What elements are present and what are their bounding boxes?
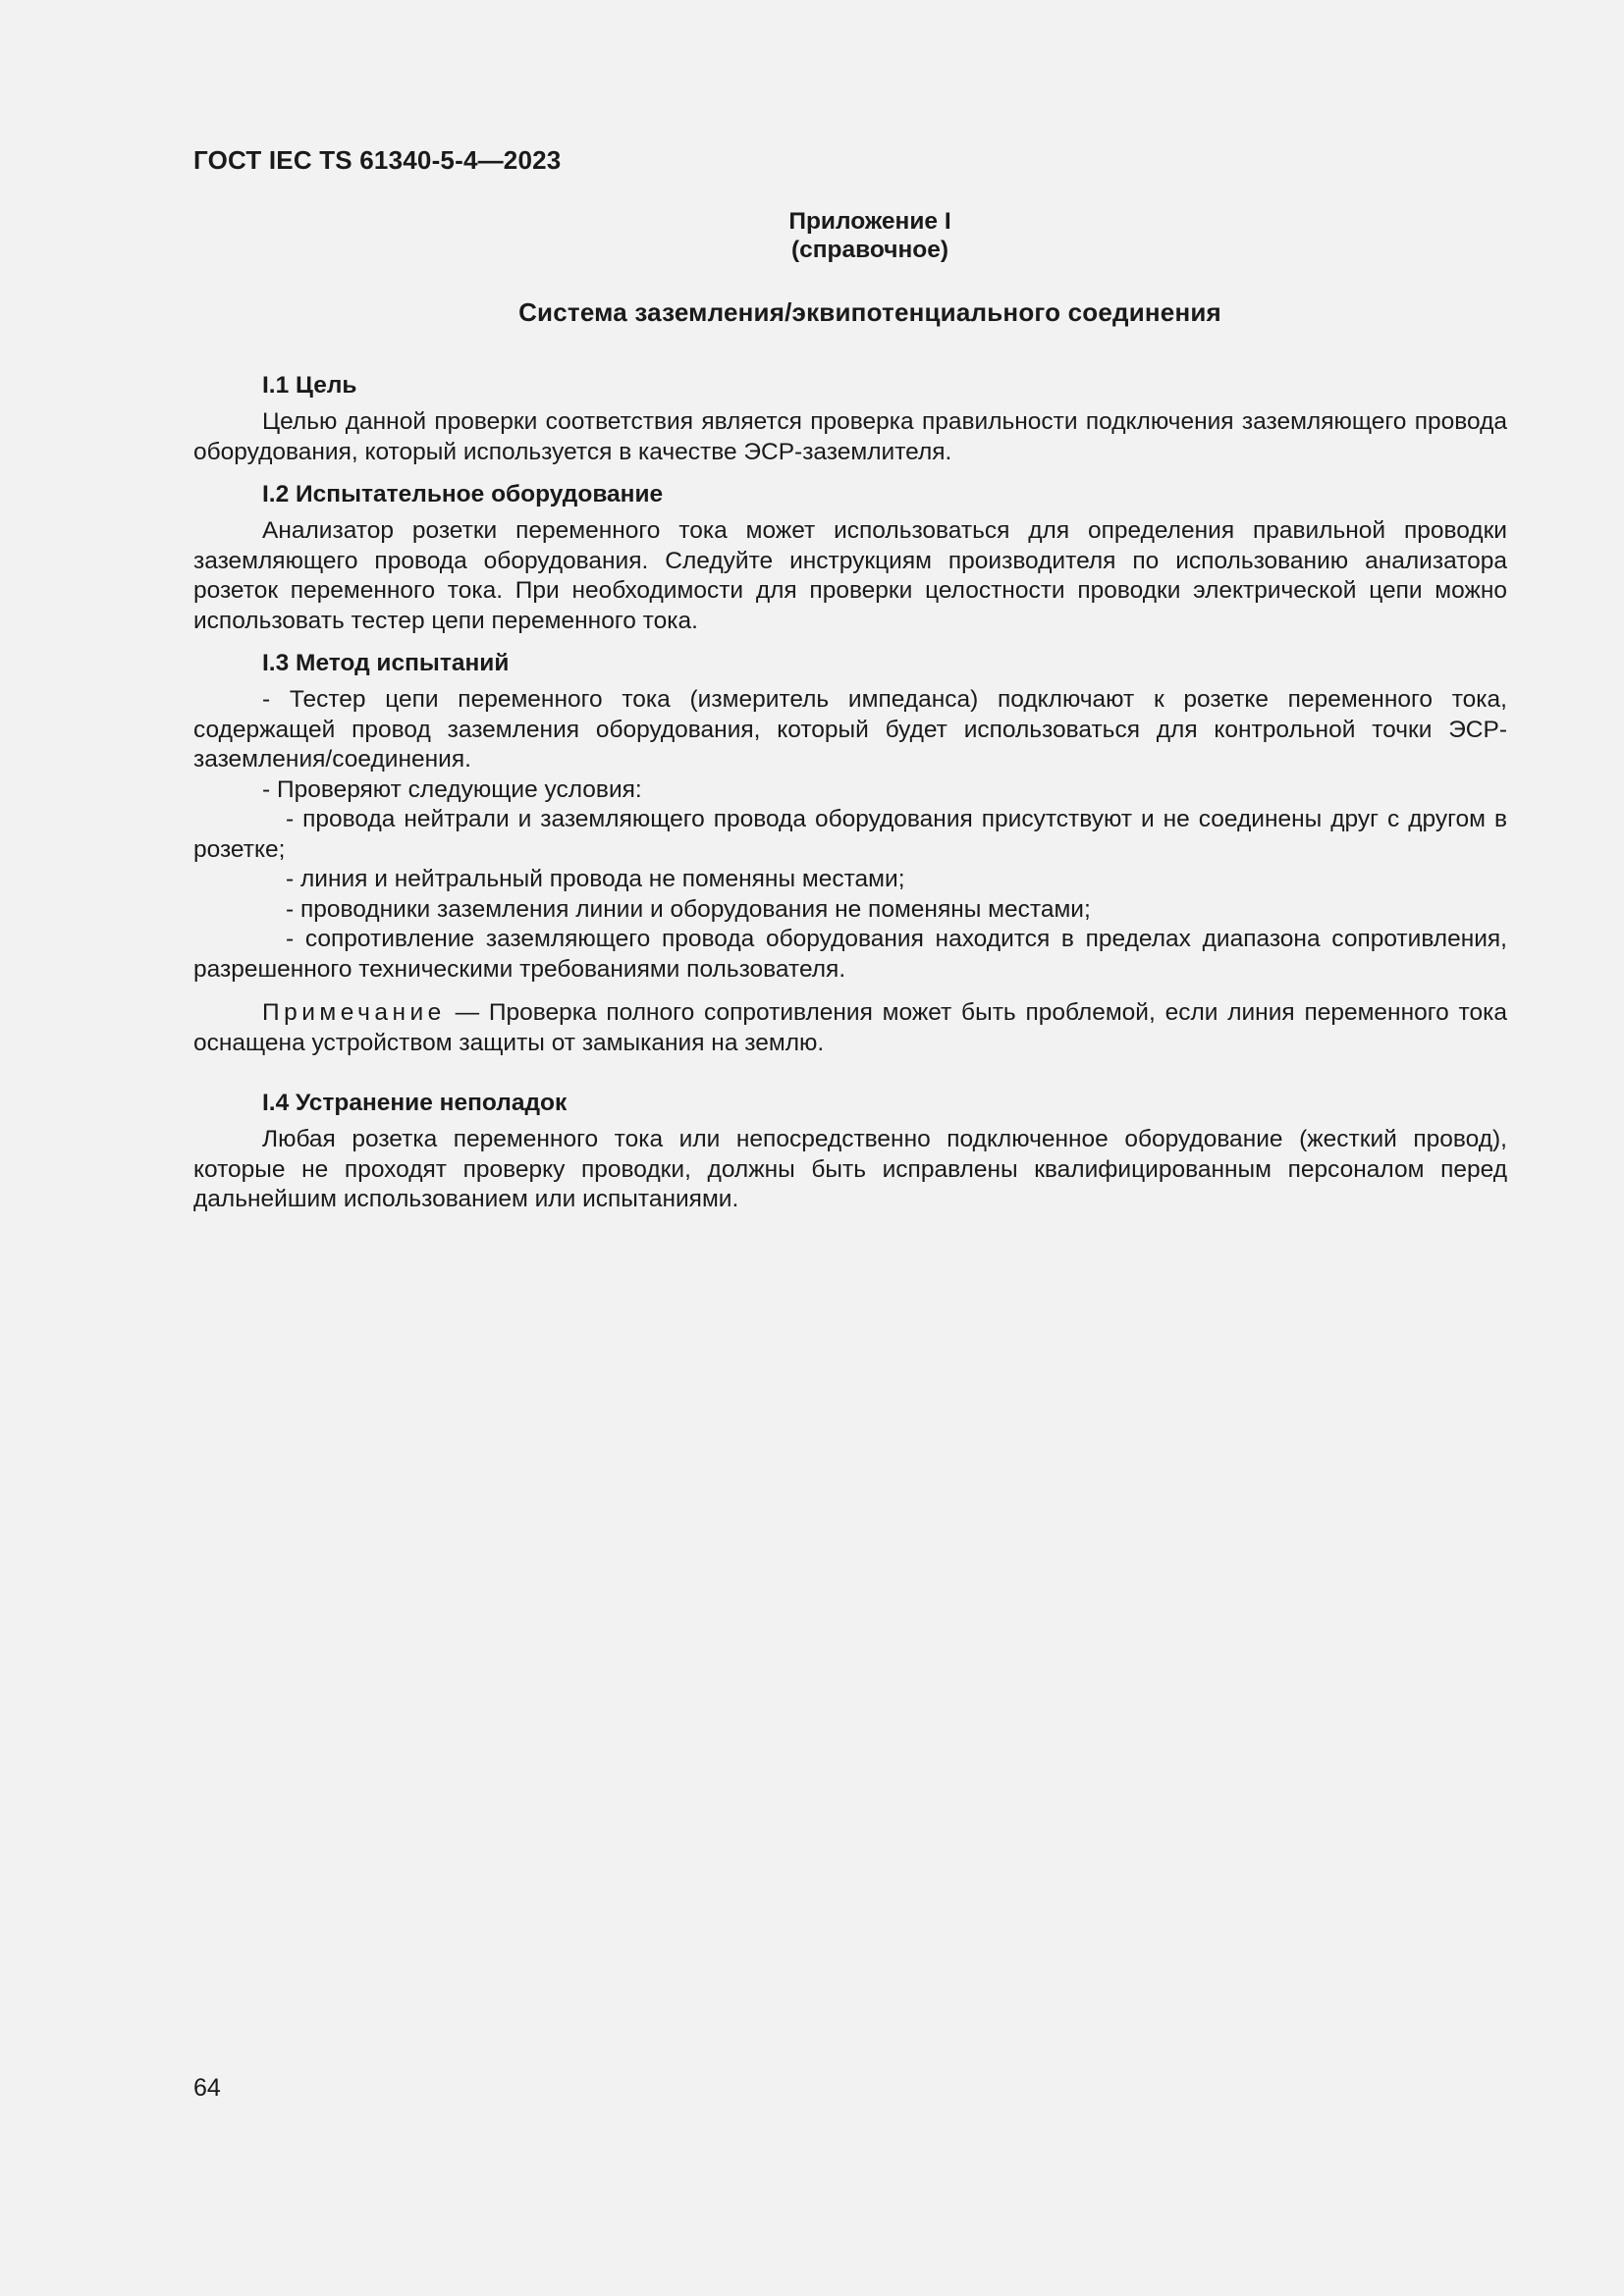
section-heading-purpose: I.1 Цель [262, 372, 357, 399]
section-text-test-equipment: Анализатор розетки переменного тока может использоваться для определения правильной проводки заземляющего провода оборудования. Следуйте инструкциям производителя по использованию анализатора розеток переменного тока. При необходимости для проверки целостности проводки электрической цепи можно использовать тестер цепи переменного тока. [193, 517, 1507, 634]
note-label: Примечание [262, 999, 446, 1026]
section-heading-test-equipment: I.2 Испытательное оборудование [262, 481, 664, 507]
section-heading-troubleshooting: I.4 Устранение неполадок [262, 1090, 568, 1116]
condition-item-line-neutral: - линия и нейтральный провода не поменяны местами; [286, 866, 905, 892]
note-text: — Проверка полного сопротивления может быть проблемой, если линия переменного тока оснащена устройством защиты от замыкания на землю. [193, 999, 1507, 1056]
page-number: 64 [193, 2074, 221, 2102]
condition-item-ground-conductors: - проводники заземления линии и оборудования не поменяны местами; [286, 895, 1091, 923]
appendix-label: Приложение I [788, 208, 951, 235]
appendix-title: Система заземления/эквипотенциального соединения [518, 297, 1221, 327]
section-heading-test-method: I.3 Метод испытаний [262, 650, 510, 676]
appendix-kind: (справочное) [790, 237, 949, 263]
method-item-connect-tester: - Тестер цепи переменного тока (измеритель импеданса) подключают к розетке переменного тока, содержащей провод заземления оборудования, который будет использоваться для контрольной точки ЭСР-заземления/соединения. [193, 686, 1507, 773]
condition-item-neutral-ground: - провода нейтрали и заземляющего провода оборудования присутствуют и не соединены друг с другом в розетке; [193, 806, 1507, 863]
section-text-purpose: Целью данной проверки соответствия является проверка правильности подключения заземляющего провода оборудования, который используется в качестве ЭСР-заземлителя. [193, 408, 1507, 465]
condition-item-resistance: - сопротивление заземляющего провода оборудования находится в пределах диапазона сопротивления, разрешенного техническими требованиями пользователя. [193, 926, 1507, 983]
note-paragraph [193, 998, 1507, 1058]
document-code-header: ГОСТ IEC TS 61340-5-4—2023 [193, 145, 562, 175]
document-page [193, 145, 1507, 1215]
method-item-check-conditions: - Проверяют следующие условия: [262, 775, 642, 803]
section-text-troubleshooting: Любая розетка переменного тока или непосредственно подключенное оборудование (жесткий провод), которые не проходят проверку проводки, должны быть исправлены квалифицированным персоналом перед дальнейшим использованием или испытаниями. [193, 1126, 1507, 1212]
